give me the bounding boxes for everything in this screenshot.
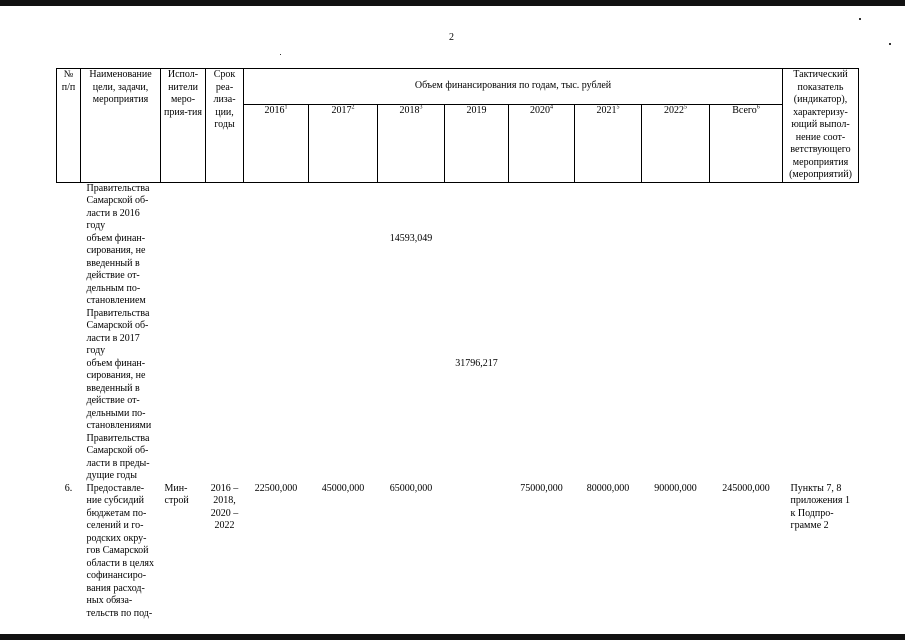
header-year-2022: 2022$^5$ <box>642 105 710 182</box>
header-total: Всего$^6$ <box>710 105 783 182</box>
funding-table <box>56 68 859 633</box>
continuation-text-2: объем финан-сирования, не введенный в действие от-дельным по-становлением Правительства Самарской об-ласти в 2017 году <box>86 232 150 356</box>
row6-value-2019 <box>445 483 509 633</box>
header-year-2016: 2016$^1$ <box>244 105 309 182</box>
value-2018-continuation: 14593,049 <box>389 232 433 244</box>
row6-num: 6. <box>64 482 73 494</box>
continuation-text-1: Правительства Самарской об-ласти в 2016 году <box>86 182 150 231</box>
header-executors: Испол-нители меро-прия-тия <box>161 69 206 183</box>
row6-value-2017: 45000,000 <box>321 482 365 494</box>
table-row <box>57 182 859 233</box>
row6-value-2021: 80000,000 <box>586 482 630 494</box>
row6-value-2016: 22500,000 <box>254 482 298 494</box>
header-year-2020: 2020$^4$ <box>509 105 575 182</box>
page-number: 2 <box>449 32 454 43</box>
header-year-2018: 2018$^3$ <box>378 105 445 182</box>
table-header-row <box>57 69 859 105</box>
header-year-2017: 2017$^2$ <box>309 105 378 182</box>
scan-speck <box>280 54 281 55</box>
table-row-6 <box>57 483 859 633</box>
table-row <box>57 358 859 483</box>
bottom-scan-border <box>0 634 905 640</box>
header-indicator: Тактический показатель (индикатор), характеризу-ющий выпол-нение соот-ветствующего мероприятия (мероприятий) <box>783 69 859 183</box>
header-term: Срок реа-лиза-ции, годы <box>206 69 244 183</box>
header-year-2021: 2021$^5$ <box>575 105 642 182</box>
row6-value-2020: 75000,000 <box>520 482 563 494</box>
row6-indicator: Пункты 7, 8 приложения 1 к Подпро-грамме 2 <box>790 482 850 531</box>
scan-speck <box>889 43 891 45</box>
top-scan-border <box>0 0 905 6</box>
header-num: № п/п <box>57 69 81 183</box>
row6-value-2022: 90000,000 <box>654 482 697 494</box>
header-year-2019: 2019 <box>445 105 509 182</box>
header-funding: Объем финансирования по годам, тыс. рублей <box>244 69 783 105</box>
row6-executor: Мин-строй <box>164 482 189 506</box>
value-2019-continuation: 31796,217 <box>455 357 498 369</box>
continuation-text-3: объем финан-сирования, не введенный в действие от-дельными по-становлениями Правительства Самарской об-ласти в преды-дущие годы <box>86 357 152 481</box>
table-row <box>57 233 859 358</box>
row6-value-total: 245000,000 <box>722 482 770 494</box>
row6-value-2018: 65000,000 <box>389 482 433 494</box>
header-name: Наименование цели, задачи, мероприятия <box>81 69 161 183</box>
row6-term: 2016 – 2018, 2020 – 2022 <box>210 482 239 531</box>
scan-speck <box>859 18 861 20</box>
row6-name: Предоставле-ние субсидий бюджетам по-селений и го-родских окру-гов Самарской области в целях софинансиро-вания расход-ных обяза-тельств по под- <box>86 482 155 619</box>
